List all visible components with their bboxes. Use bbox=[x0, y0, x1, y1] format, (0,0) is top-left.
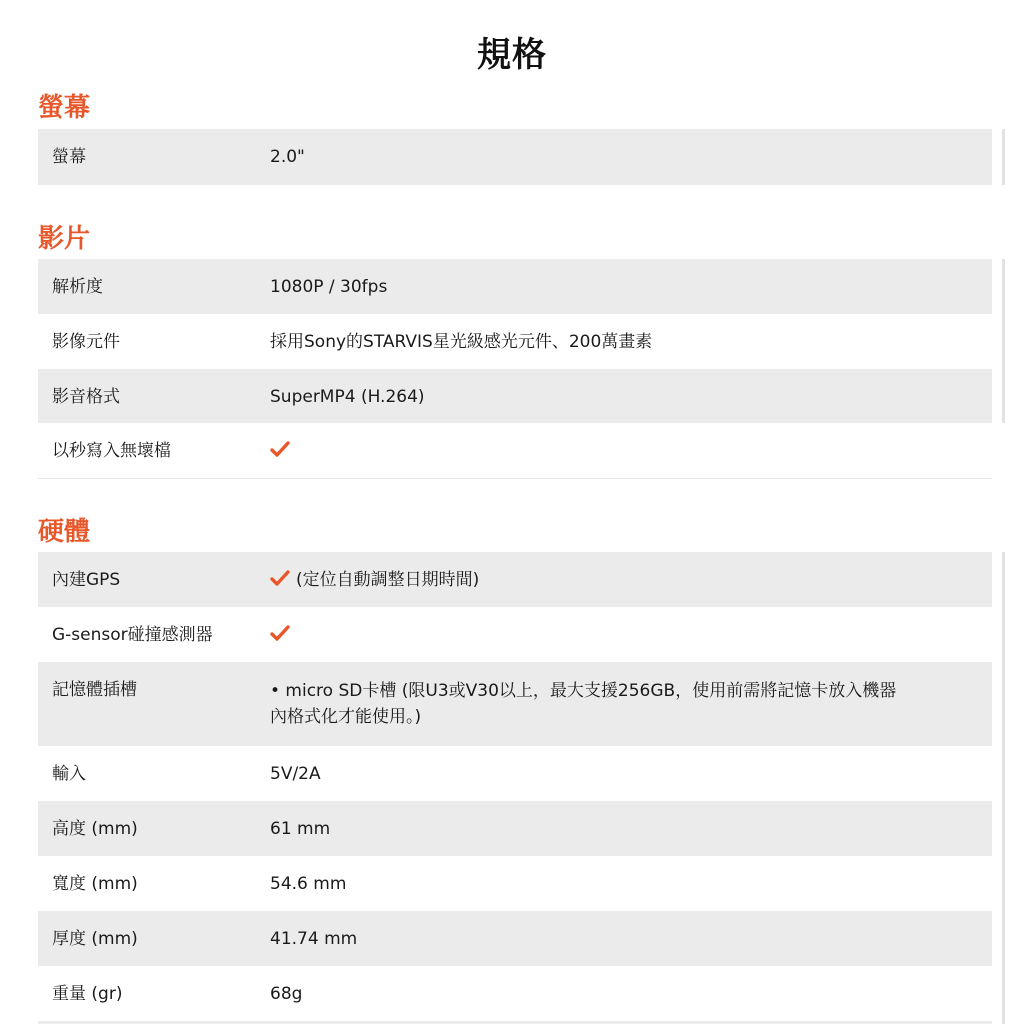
section-title-screen: 螢幕 bbox=[38, 93, 91, 123]
spec-value: 2.0" bbox=[270, 147, 305, 167]
spec-row-resolution bbox=[38, 259, 992, 315]
spec-row-screen bbox=[38, 129, 992, 185]
spec-row-weight bbox=[38, 966, 992, 1022]
spec-row-width bbox=[38, 856, 992, 912]
spec-row-input bbox=[38, 746, 992, 802]
spec-label: G-sensor碰撞感測器 bbox=[52, 625, 213, 645]
spec-label: 影音格式 bbox=[52, 387, 120, 407]
spec-label: 影像元件 bbox=[52, 332, 120, 352]
spec-label: 螢幕 bbox=[52, 147, 86, 167]
section-title-hardware: 硬體 bbox=[38, 517, 91, 547]
spec-row-format bbox=[38, 369, 992, 425]
spec-value bbox=[270, 607, 296, 663]
spec-row-depth bbox=[38, 911, 992, 967]
table-edge bbox=[1002, 552, 1005, 1024]
spec-value: 61 mm bbox=[270, 819, 331, 839]
spec-value: 54.6 mm bbox=[270, 874, 347, 894]
spec-row-gps bbox=[38, 552, 992, 608]
spec-row-height bbox=[38, 801, 992, 857]
spec-row-write bbox=[38, 423, 992, 479]
spec-label: 寬度 (mm) bbox=[52, 874, 138, 894]
spec-row-sensor bbox=[38, 314, 992, 370]
spec-label: 記憶體插槽 bbox=[52, 680, 137, 700]
spec-row-gsensor bbox=[38, 607, 992, 663]
check-icon bbox=[270, 570, 290, 586]
section-title-video: 影片 bbox=[38, 224, 91, 254]
spec-value: 採用Sony的STARVIS星光級感光元件、200萬畫素 bbox=[270, 332, 653, 352]
spec-label: 內建GPS bbox=[52, 570, 121, 590]
table-edge bbox=[1002, 129, 1005, 185]
check-icon bbox=[270, 625, 290, 641]
spec-value: SuperMP4 (H.264) bbox=[270, 387, 425, 407]
spec-label: 以秒寫入無壞檔 bbox=[52, 441, 171, 461]
spec-label: 高度 (mm) bbox=[52, 819, 138, 839]
check-icon bbox=[270, 441, 290, 457]
spec-value bbox=[270, 423, 296, 479]
gps-note: (定位自動調整日期時間) bbox=[296, 570, 480, 590]
spec-label: 重量 (gr) bbox=[52, 984, 123, 1004]
spec-value: 41.74 mm bbox=[270, 929, 358, 949]
spec-label: 解析度 bbox=[52, 277, 103, 297]
page-title: 規格 bbox=[477, 35, 547, 75]
table-edge bbox=[1002, 259, 1005, 423]
spec-value: 1080P / 30fps bbox=[270, 277, 388, 297]
spec-value bbox=[270, 552, 479, 608]
spec-row-memory-slot bbox=[38, 662, 992, 746]
spec-value: 68g bbox=[270, 984, 303, 1004]
spec-label: 厚度 (mm) bbox=[52, 929, 138, 949]
spec-label: 輸入 bbox=[52, 764, 86, 784]
spec-value: 5V/2A bbox=[270, 764, 321, 784]
spec-value: • micro SD卡槽 (限U3或V30以上，最大支援256GB，使用前需將記憶卡放入機器內格式化才能使用。) bbox=[270, 681, 897, 727]
